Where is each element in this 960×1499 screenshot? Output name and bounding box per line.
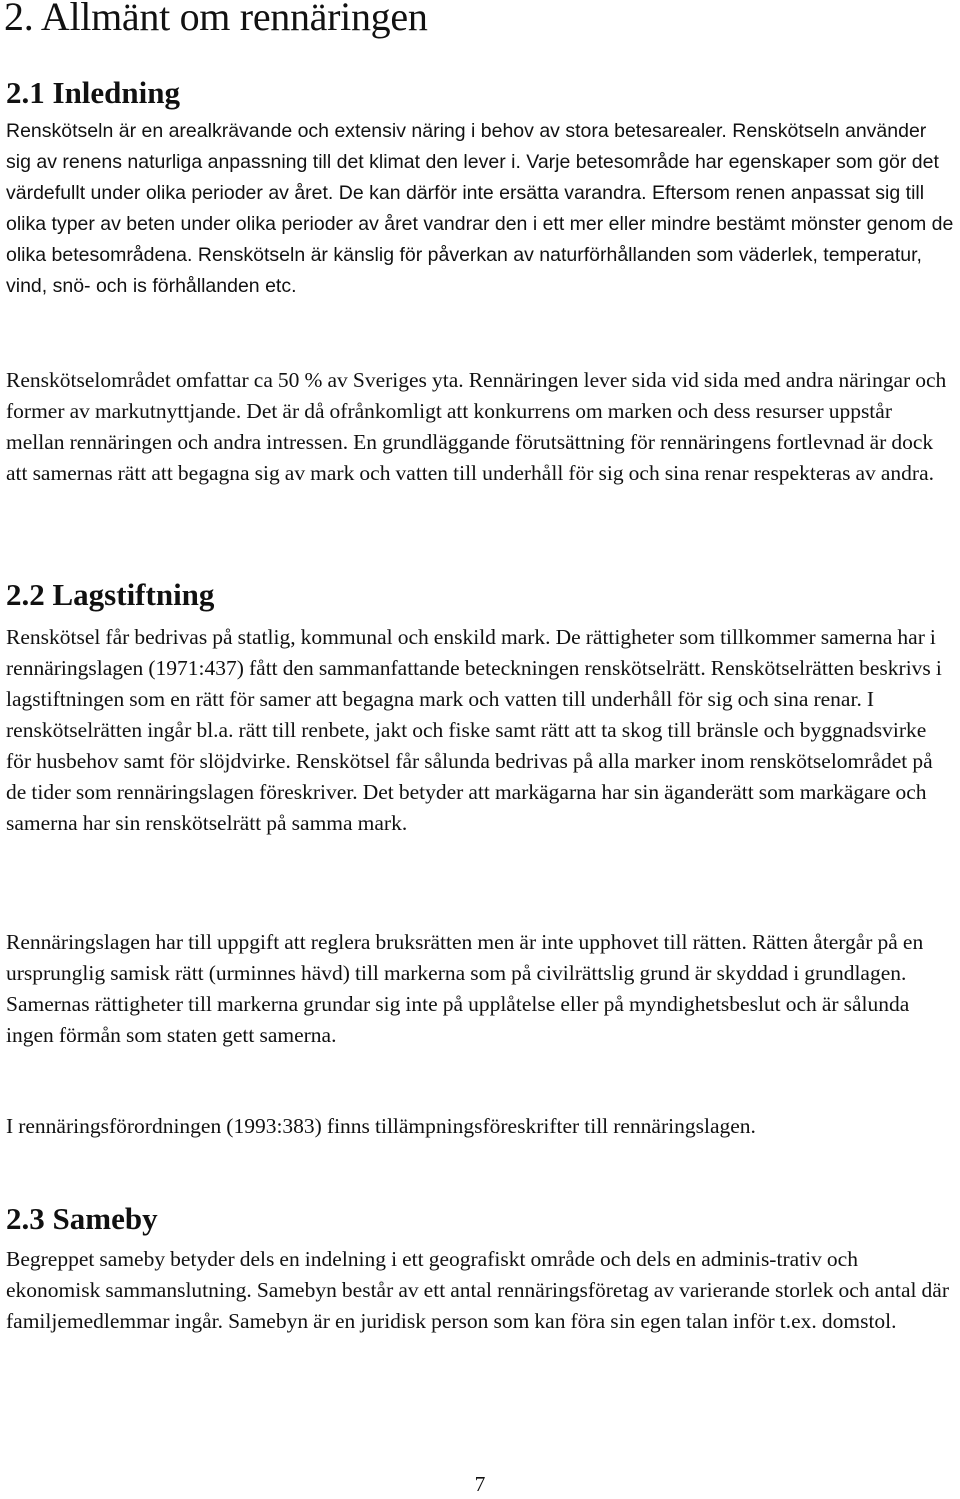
paragraph-lagstiftning-1: Renskötsel får bedrivas på statlig, kommunal och enskild mark. De rättigheter som tillkommer samerna har i rennäringslagen (1971:437) fått den sammanfattande beteckningen renskötselrätt. Renskötselrätten beskrivs i lagstiftningen som en rätt för samer att begagna mark och vatten till underhåll för sig och sina renar. I renskötselrätten ingår bl.a. rätt till renbete, jakt och fiske samt rätt att ta skog till bränsle och byggnadsvirke för husbehov samt för slöjdvirke. Renskötsel får sålunda bedrivas på alla marker inom renskötselområdet på de tider som rennäringslagen föreskriver. Det betyder att markägarna har sin äganderätt som markägare och samerna har sin renskötselrätt på samma mark. (6, 625, 942, 835)
paragraph-lagstiftning-2: Rennäringslagen har till uppgift att reglera bruksrätten men är inte upphovet till rätten. Rätten återgår på en ursprunglig samisk rätt (urminnes hävd) till markerna som på civilrättslig grund är skyddad i grundlagen. Samernas rättigheter till markerna grundar sig inte på upplåtelse eller på myndighetsbeslut och är sålunda ingen förmån som staten gett samerna. (6, 930, 924, 1047)
paragraph-inledning-2: Renskötselområdet omfattar ca 50 % av Sveriges yta. Rennäringen lever sida vid sida med andra näringar och former av markutnyttjande. Det är då ofrånkomligt att konkurrens om marken och dess resurser uppstår mellan rennäringen och andra intressen. En grundläggande förutsättning för rennäringens fortlevnad är dock att samernas rätt att begagna sig av mark och vatten till underhåll för sig och sina renar respekteras av andra. (6, 368, 947, 485)
paragraph-lagstiftning-3: I rennäringsförordningen (1993:383) finns tillämpningsföreskrifter till rennäringslagen. (6, 1114, 756, 1138)
section-heading-sameby: 2.3 Sameby (6, 1201, 158, 1236)
paragraph-sameby-1: Begreppet sameby betyder dels en indelning i ett geografiskt område och dels en adminis-trativ och ekonomisk sammanslutning. Samebyn består av ett antal rennäringsföretag av varierande storlek och antal där familjemedlemmar ingår. Samebyn är en juridisk person som kan föra sin egen talan inför t.ex. domstol. (6, 1247, 949, 1333)
section-heading-lagstiftning: 2.2 Lagstiftning (6, 577, 215, 612)
chapter-title: 2. Allmänt om rennäringen (4, 0, 428, 39)
page-number: 7 (474, 1472, 486, 1496)
paragraph-inledning-1: Renskötseln är en arealkrävande och extensiv näring i behov av stora betesarealer. Renskötseln använder sig av renens naturliga anpassning till det klimat den lever i. Varje betesområde har egenskaper som gör det värdefullt under olika perioder av året. De kan därför inte ersätta varandra. Eftersom renen anpassat sig till olika typer av beten under olika perioder av året vandrar den i ett mer eller mindre bestämt mönster genom de olika betesområdena. Renskötseln är känslig för påverkan av naturförhållanden som väderlek, temperatur, vind, snö- och is förhållanden etc. (6, 120, 954, 297)
section-heading-inledning: 2.1 Inledning (6, 75, 181, 110)
